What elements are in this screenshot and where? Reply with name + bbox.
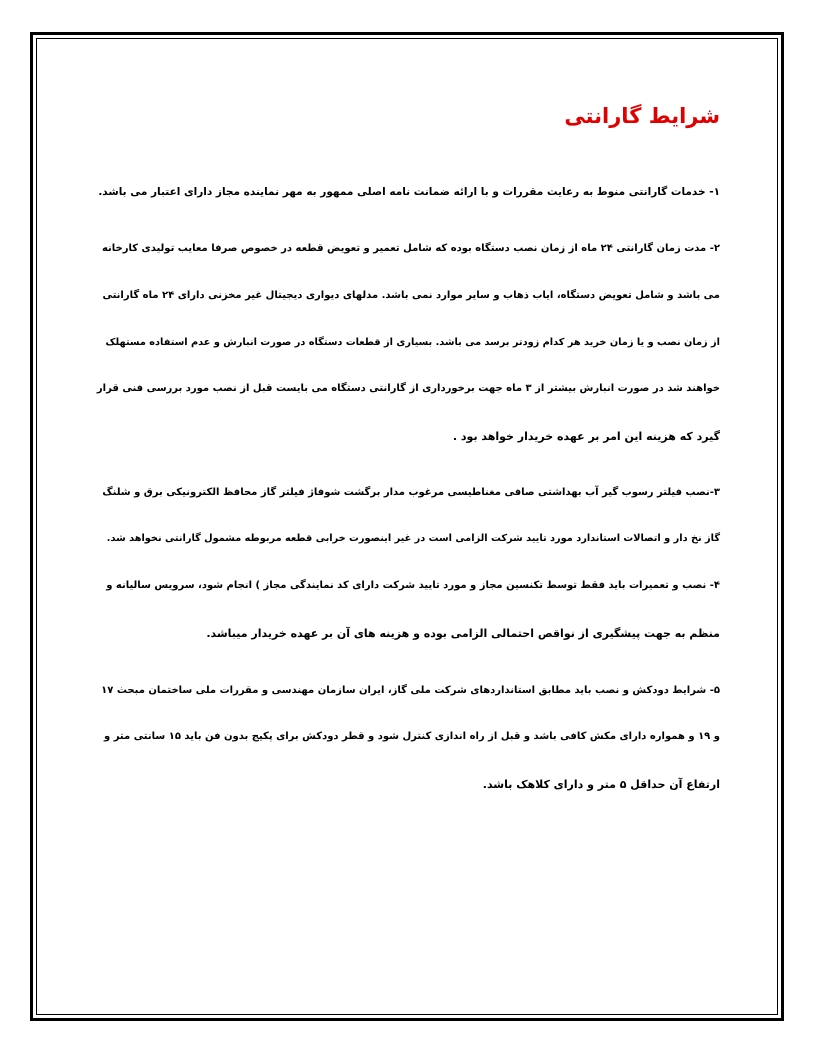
warranty-terms: [96, 0, 720, 1056]
paragraph-3-line-2: گاز نخ دار و اتصالات استاندارد مورد تایید شرکت الزامی است در غیر اینصورت خرابی قطعه مربوطه مشمول گارانتی نخواهد شد.: [106, 533, 720, 544]
page-title: شرایط گارانتی: [564, 104, 720, 128]
paragraph-4-line-2: منظم به جهت پیشگیری از نواقص احتمالی الزامی بوده و هزینه های آن بر عهده خریدار میباشد.: [206, 627, 720, 640]
paragraph-2-line-5: گیرد که هزینه این امر بر عهده خریدار خواهد بود .: [452, 430, 720, 443]
paragraph-2-line-4: خواهند شد در صورت انبارش بیشتر از ۳ ماه جهت برخورداری از گارانتی دستگاه می بایست قبل از نصب مورد بررسی فنی قرار: [96, 383, 720, 394]
paragraph-5-line-2: و ۱۹ و همواره دارای مکش کافی باشد و قبل از راه اندازی کنترل شود و قطر دودکش برای پکیج بدون فن باید ۱۵ سانتی متر و: [104, 731, 720, 742]
paragraph-5-line-3: ارتفاع آن حداقل ۵ متر و دارای کلاهک باشد.: [482, 778, 720, 791]
paragraph-5-line-1: ۵- شرایط دودکش و نصب باید مطابق استانداردهای شرکت ملی گاز، ایران سازمان مهندسی و مقررات ملی ساختمان مبحث ۱۷: [101, 685, 720, 696]
paragraph-2-line-3: از زمان نصب و یا زمان خرید هر کدام زودتر برسد می باشد. بسیاری از قطعات دستگاه در صورت انبارش و عدم استفاده مستهلک: [105, 337, 720, 348]
paragraph-1-line-1: ۱- خدمات گارانتی منوط به رعایت مقررات و با ارائه ضمانت نامه اصلی ممهور به مهر نماینده مجاز دارای اعتبار می باشد.: [98, 186, 720, 198]
paragraph-4-line-1: ۴- نصب و تعمیرات باید فقط توسط تکنسین مجاز و مورد تایید شرکت دارای کد نمایندگی مجاز ) انجام شود، سرویس سالیانه و: [106, 580, 720, 591]
paragraph-3-line-1: ۳-نصب فیلتر رسوب گیر آب بهداشتی صافی مغناطیسی مرغوب مدار برگشت شوفاژ فیلتر گاز محافظ الکترونیکی برق و شلنگ: [102, 487, 720, 498]
paragraph-2-line-2: می باشد و شامل تعویض دستگاه، ایاب ذهاب و سایر موارد نمی باشد. مدلهای دیواری دیجیتال غیر مخزنی دارای ۲۴ ماه گارانتی: [102, 290, 720, 301]
paragraph-2-line-1: ۲- مدت زمان گارانتی ۲۴ ماه از زمان نصب دستگاه بوده که شامل تعمیر و تعویض قطعه در خصوص صرفا معایب تولیدی کارخانه: [101, 243, 720, 254]
